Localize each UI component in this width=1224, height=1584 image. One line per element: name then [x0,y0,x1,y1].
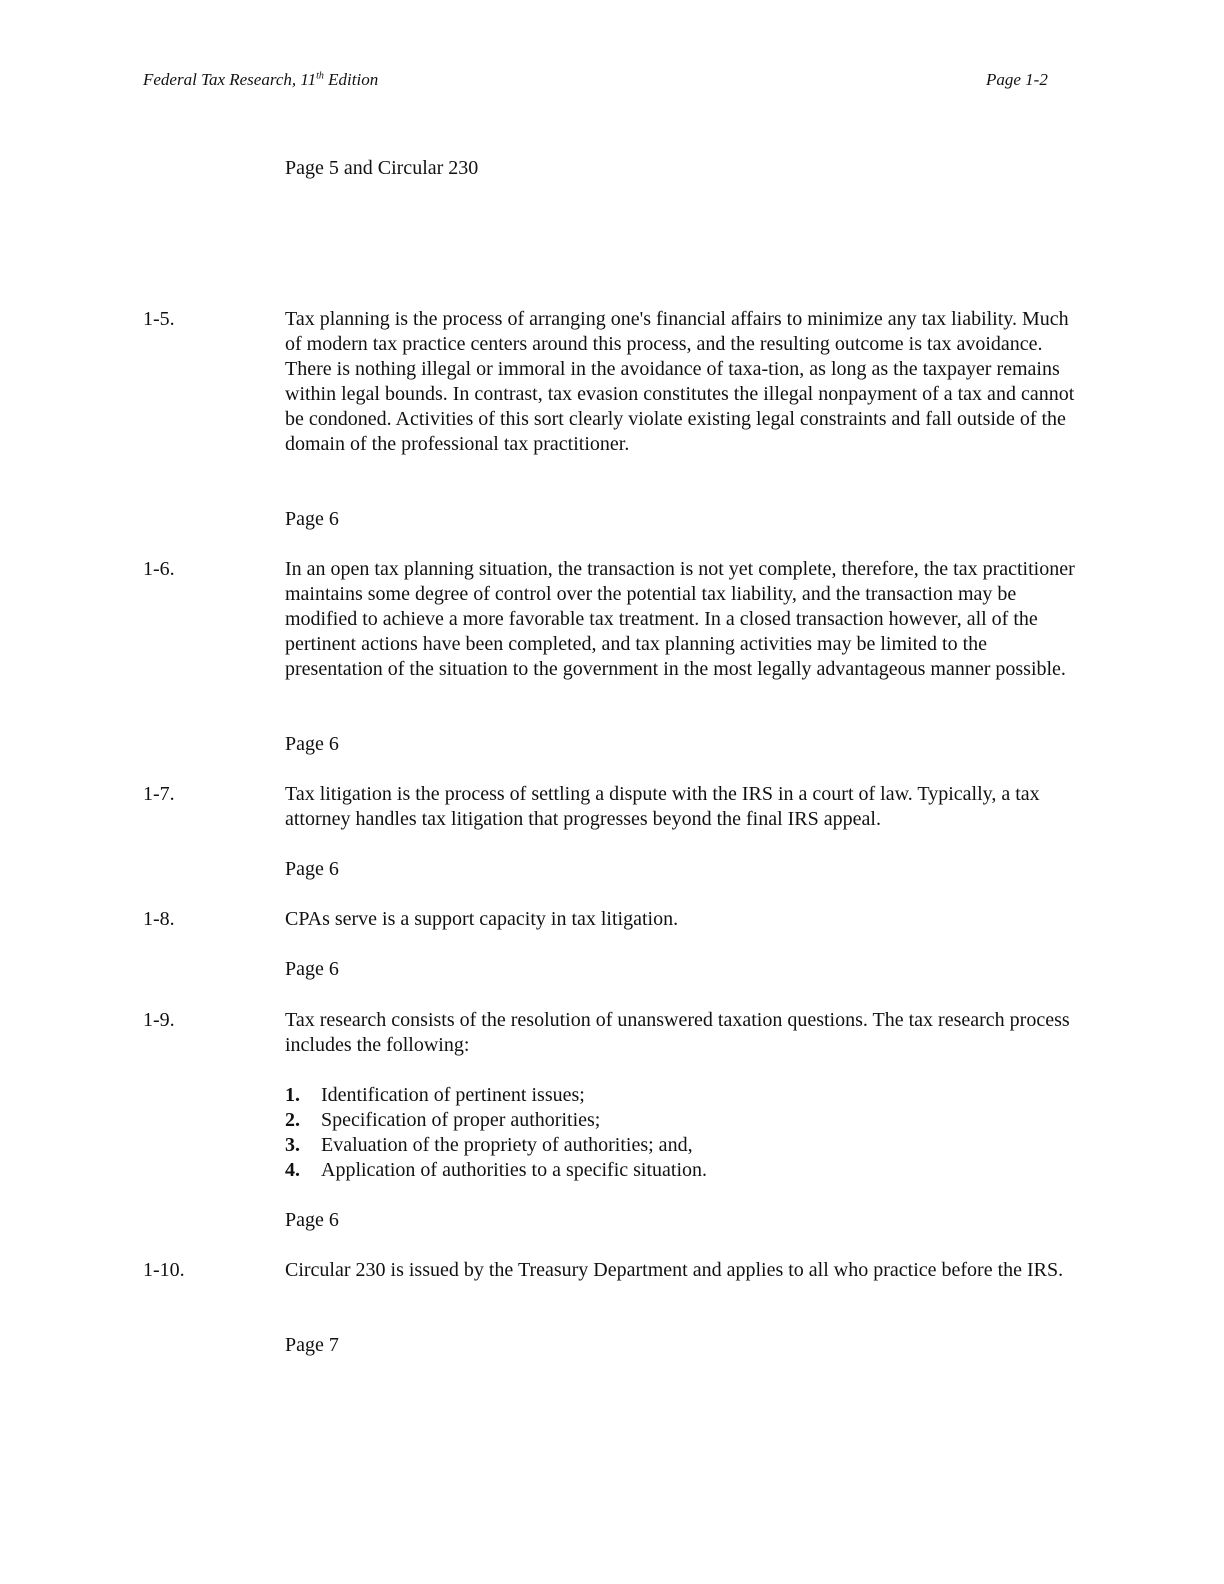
page-reference: Page 7 [285,1334,339,1356]
page-reference: Page 6 [285,508,339,530]
answer-text: Tax litigation is the process of settling a dispute with the IRS in a court of law. Typically, a tax attorney handles tax litigation that progresses beyond the final IRS appeal. [285,783,1040,830]
list-item-number: 4. [285,1159,300,1181]
answer-text: Tax planning is the process of arranging one's financial affairs to minimize any tax liability. Much of modern tax practice centers around this process, and the resulting outcome is tax avoidance. There is nothing illegal or immoral in the avoidance of taxa-tion, as long as the taxpayer remains within legal bounds. In contrast, tax evasion constitutes the illegal nonpayment of a tax and cannot be condoned. Activities of this sort clearly violate existing legal constraints and fall outside of the domain of the professional tax practitioner. [285,308,1075,455]
answer-text: Circular 230 is issued by the Treasury Department and applies to all who practice before the IRS. [285,1259,1064,1281]
list-item-text: Specification of proper authorities; [321,1109,601,1131]
answer-text: In an open tax planning situation, the transaction is not yet complete, therefore, the tax practitioner maintains some degree of control over the potential tax liability, and the transaction may be modified to achieve a more favorable tax treatment. In a closed transaction however, all of the pertinent actions have been completed, and tax planning activities may be limited to the presentation of the situation to the government in the most legally advantageous manner possible. [285,558,1075,680]
running-header-page-number: Page 1-2 [986,70,1048,89]
answer-text: Tax research consists of the resolution of unanswered taxation questions. The tax research process includes the following: [285,1009,1070,1056]
list-item-number: 2. [285,1109,300,1131]
answer-number: 1-8. [143,908,175,930]
answer-text: CPAs serve is a support capacity in tax litigation. [285,908,679,930]
list-item [285,1158,707,1183]
page-reference: Page 6 [285,958,339,980]
answer-number: 1-7. [143,783,175,805]
page-reference: Page 5 and Circular 230 [285,157,479,179]
list-item-number: 1. [285,1084,300,1106]
list-item [285,1133,707,1158]
page-reference: Page 6 [285,733,339,755]
answer-number: 1-9. [143,1009,175,1031]
list-item-text: Application of authorities to a specific situation. [321,1159,708,1181]
list-item-text: Evaluation of the propriety of authorities; and, [321,1134,693,1156]
answer-number: 1-6. [143,558,175,580]
answer-number: 1-10. [143,1259,185,1281]
page-reference: Page 6 [285,858,339,880]
list-item-text: Identification of pertinent issues; [321,1084,585,1106]
list-item-number: 3. [285,1134,300,1156]
list-item [285,1108,707,1133]
research-steps-list [285,1083,707,1183]
running-header-title: Federal Tax Research, 11th Edition [143,70,379,89]
answer-number: 1-5. [143,308,175,330]
page-reference: Page 6 [285,1209,339,1231]
list-item [285,1083,707,1108]
